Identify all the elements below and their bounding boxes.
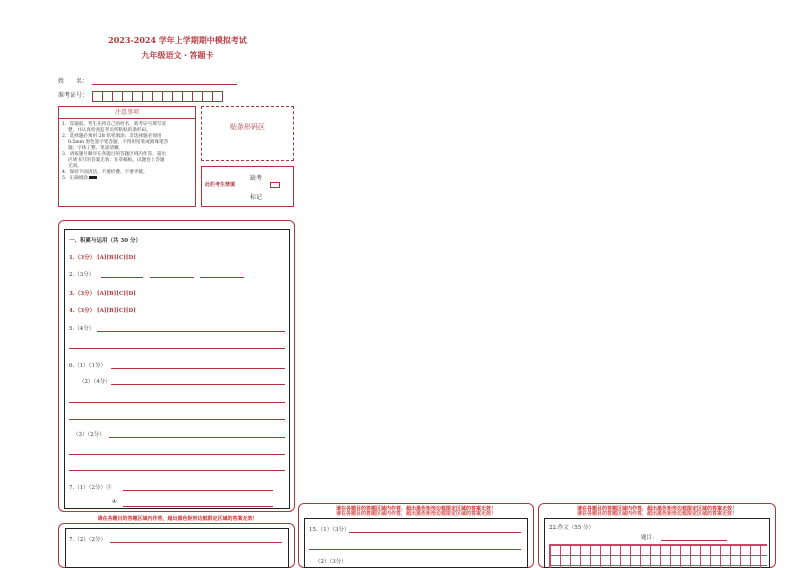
notice-item: 1．答题前，考生先将自己的姓名，准考证号填写清	[62, 122, 166, 127]
notice-item: 4．保持卡面清洁，不要折叠、不要弄破。	[62, 170, 148, 175]
filled-mark-icon	[89, 176, 97, 179]
notice-item-label: 5．正确填涂	[62, 176, 88, 181]
warning-col2-b: 请在各题目的答题区域内作答，超出黑色矩形边框限定区域的答案无效！	[335, 511, 496, 517]
q7-1-answer-line[interactable]	[123, 506, 273, 507]
answer-frame-col2	[304, 518, 528, 568]
name-field[interactable]	[92, 84, 237, 85]
q6-1-label: 6.（1）（1分）	[69, 363, 106, 369]
notice-item: 2．选择题必须用 2B 铅笔填涂；非选择题必须用	[62, 134, 162, 139]
q15-1-answer-line[interactable]	[349, 532, 521, 533]
q5-label: 5.（4分）	[69, 326, 95, 332]
warning-col1: 请在各题目的答题区域内作答，超出黑色矩形边框限定区域的答案无效！	[97, 516, 258, 522]
q2-label: 2.（3分）	[69, 272, 95, 278]
absent-bottom-label: 标记	[250, 194, 263, 201]
notice-item: 无效。	[68, 164, 82, 169]
notice-item: 3．请按题号顺序在各题目的答题区域内作答，超出	[62, 152, 166, 157]
answer-region-col3	[538, 503, 776, 568]
warning-col3-b: 请在各题目的答题区域内作答，超出黑色矩形边框限定区域的答案无效！	[576, 511, 737, 517]
barcode-area	[201, 106, 294, 161]
absent-top-label: 缺考	[250, 175, 263, 182]
q6-1-answer-line[interactable]	[111, 368, 285, 369]
notice-item: 区域书写的答案无效；在草稿纸、试题卷上答题	[68, 158, 165, 163]
absent-checkbox[interactable]	[270, 182, 280, 188]
absent-warning: 此栏考生禁填	[205, 182, 236, 188]
answer-frame-col1b	[65, 528, 289, 568]
q6-3-answer-line[interactable]	[69, 454, 285, 455]
q1-choices[interactable]: 1.（3分） [A][B][C][D]	[69, 255, 136, 261]
q7-1-label: 7.（1）（2分）③	[69, 485, 112, 491]
notice-item: 题；字体工整、笔迹清晰。	[68, 146, 124, 151]
id-label: 准考证号：	[58, 92, 89, 99]
q2-answer-line[interactable]	[150, 277, 194, 278]
q6-2-label: （2）（4分）	[79, 379, 111, 385]
name-label: 姓 名：	[58, 78, 89, 85]
answer-region-col2	[298, 503, 534, 568]
notice-heading: 注意事项	[59, 107, 195, 119]
q6-3-answer-line[interactable]	[109, 437, 285, 438]
q5-answer-line[interactable]	[97, 331, 285, 332]
q6-3-label: （3）（2分）	[73, 432, 105, 438]
exam-title: 2023-2024 学年上学期期中模拟考试	[108, 35, 247, 45]
essay-topic-line[interactable]	[661, 540, 727, 541]
q2-answer-line[interactable]	[101, 277, 143, 278]
q6-2-answer-line[interactable]	[69, 402, 285, 403]
absent-box	[201, 166, 294, 207]
q15-1-answer-line[interactable]	[309, 549, 521, 550]
q4-choices[interactable]: 4.（3分） [A][B][C][D]	[69, 308, 136, 314]
warning-col2-a: 请在各题目的答题区域内作答，超出黑色矩形边框限定区域的答案无效！	[335, 506, 496, 512]
essay-topic-label: 题目：	[641, 535, 658, 541]
answer-frame-col1	[64, 229, 290, 509]
answer-region-col1b	[58, 523, 295, 568]
id-cell[interactable]	[212, 91, 223, 102]
q7-1-answer-line[interactable]	[123, 490, 273, 491]
notice-item	[59, 176, 195, 182]
notice-item: 楚，并认真检查监考员所粘贴的条形码。	[68, 128, 151, 133]
answer-frame-col3	[544, 518, 770, 568]
warning-col3-a: 请在各题目的答题区域内作答，超出黑色矩形边框限定区域的答案无效！	[576, 506, 737, 512]
notice-box	[58, 106, 196, 207]
essay-label: 22.作文（55 分）	[549, 525, 594, 531]
q2-answer-line[interactable]	[200, 277, 244, 278]
q6-3-answer-line[interactable]	[69, 470, 285, 471]
notice-item: 0.5mm 黑色签字笔答题，不得用铅笔或圆珠笔答	[68, 140, 169, 145]
q7-2-label: 7.（2）（2分）	[69, 537, 106, 543]
q6-2-answer-line[interactable]	[69, 419, 285, 420]
exam-subtitle: 九年级语文・答题卡	[141, 50, 214, 60]
q15-1-label: 15.（1）（3分）	[309, 527, 350, 533]
q7-2-answer-line[interactable]	[110, 542, 282, 543]
q3-choices[interactable]: 3.（3分） [A][B][C][D]	[69, 291, 136, 297]
q5-answer-line[interactable]	[69, 348, 285, 349]
q6-2-answer-line[interactable]	[111, 384, 285, 385]
q15-2-label: （2）（3分）	[315, 559, 347, 565]
essay-grid[interactable]	[549, 544, 767, 568]
section1-heading: 一、积累与运用（共 30 分）	[69, 238, 141, 244]
q7-1-sub-label: ④	[112, 499, 117, 505]
barcode-label: 贴条形码区	[230, 123, 265, 131]
id-grid[interactable]	[92, 87, 222, 100]
